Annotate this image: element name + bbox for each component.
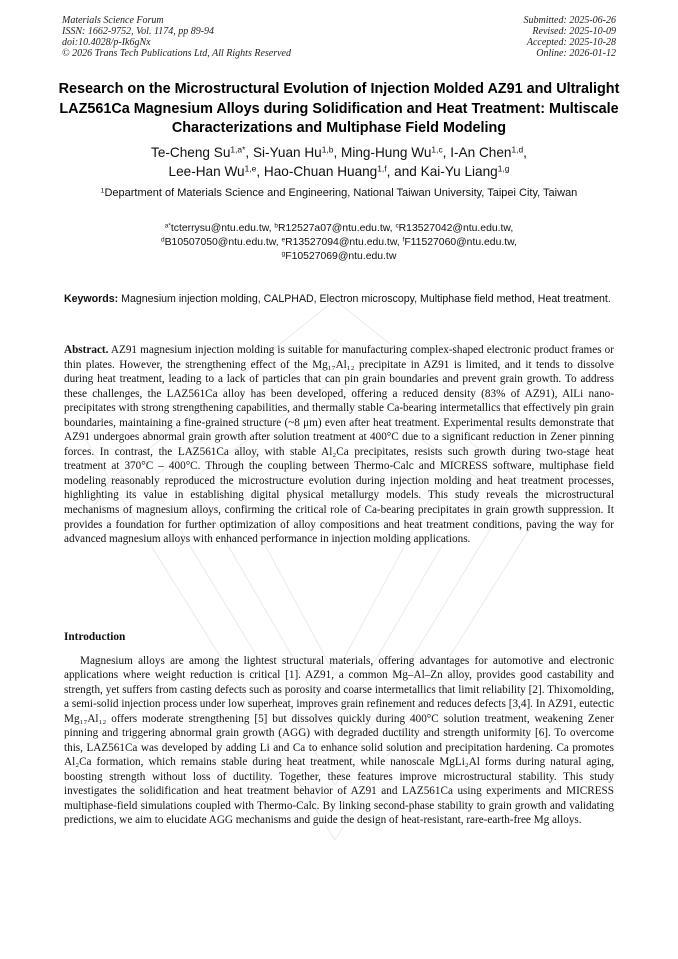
journal-info [62, 15, 291, 59]
keywords-text: Magnesium injection molding, CALPHAD, Electron microscopy, Multiphase field method, Heat treatment. [121, 293, 611, 305]
author [421, 164, 510, 179]
author-name: Ming-Hung Wu [341, 145, 432, 160]
email-marker: a* [164, 222, 171, 230]
author-email[interactable] [165, 223, 275, 234]
author-affiliation-marker: 1,f [377, 163, 387, 174]
email-marker: f [402, 236, 405, 244]
abstract-text: AZ91 magnesium injection molding is suitable for manufacturing complex-shaped electronic product frames or thin plates. However, the strengthening effect of the Mg₁₇Al₁₂ precipitate in AZ91 is limited, and it tends to dissolve during heat treatment, leading to a lack of particles that can pin grain boundaries and prevent grain growth. To address these challenges, the LAZ561Ca alloy has been developed, offering a reduced density (83% of AZ91), AlLi nano-precipitates with strong strengthening capabilities, and thermally stable Ca-bearing intermetallics that effectively pin grain boundaries, maintaining a fine-grained structure (~8 μm) even after heat treatment. Experimental results demonstrate that AZ91 undergoes abnormal grain growth after solution treatment at 400°C due to a significant reduction in Zener pinning forces. In contrast, the LAZ561Ca alloy, with stable Al₂Ca precipitates, resists such growth during two-stage heat treatment at 370°C – 400°C. Through the coupling between Thermo-Calc and MICRESS software, multiphase field modeling reasonably reproduced the microstructure evolution during injection molding and heat treatment processes, highlighting its value in establishing digital physical metallurgy models. This study reveals the microstructural mechanisms of magnesium alloys, confirming the critical role of Ca-bearing precipitates in grain growth suppression. It provides a foundation for further optimization of alloy compositions and heat treatment conditions, paving the way for advanced magnesium alloys with enhanced performance in injection molding applications. [64, 344, 614, 546]
affiliation-marker: 1 [100, 187, 105, 195]
email-separator: , [396, 237, 403, 248]
author-name: Lee-Han Wu [168, 164, 245, 179]
email-address[interactable]: tcterrysu@ntu.edu.tw [170, 223, 269, 234]
email-separator: , [389, 223, 396, 234]
author-email[interactable] [403, 237, 517, 248]
email-address[interactable]: R12527a07@ntu.edu.tw [278, 223, 390, 234]
author-name: Si-Yuan Hu [252, 145, 322, 160]
author [253, 145, 341, 160]
keywords-section [64, 293, 617, 307]
submitted-date: Submitted: 2025-06-26 [523, 15, 616, 26]
email-marker: e [281, 236, 286, 244]
author-affiliation-marker: 1,d [511, 144, 524, 155]
author [264, 164, 421, 179]
author-separator: , and [386, 164, 421, 179]
journal-name: Materials Science Forum [62, 15, 164, 26]
email-address[interactable]: B10507050@ntu.edu.tw [164, 237, 276, 248]
revised-date: Revised: 2025-10-09 [532, 26, 616, 37]
author-name: I-An Chen [450, 145, 512, 160]
copyright-notice: © 2026 Trans Tech Publications Ltd, All Rights Reserved [62, 48, 291, 59]
paper-title: Research on the Microstructural Evolution of Injection Molded AZ91 and Ultralight LAZ561Ca Magnesium Alloys during Solidification and Heat Treatment: Multiscale Characterizations and Multiphase Field Modeling [58, 81, 620, 136]
email-address[interactable]: R13527094@ntu.edu.tw [285, 237, 397, 248]
author [151, 145, 253, 160]
email-list [58, 222, 620, 264]
journal-doi: doi:10.4028/p-Ik6gNx [62, 37, 151, 48]
author-separator: , [256, 164, 264, 179]
author-affiliation-marker: 1,e [244, 163, 257, 174]
affiliation-text: Department of Materials Science and Engineering, National Taiwan University, Taipei City, Taiwan [104, 187, 578, 199]
author-affiliation-marker: 1,b [321, 144, 334, 155]
author-name: Hao-Chuan Huang [263, 164, 378, 179]
author-name: Kai-Yu Liang [420, 164, 498, 179]
email-marker: d [161, 236, 165, 244]
introduction-heading: Introduction [64, 631, 126, 643]
keywords-label: Keywords: [64, 293, 119, 305]
author-affiliation-marker: 1,g [497, 163, 510, 174]
author-list [58, 143, 620, 181]
author [450, 145, 527, 160]
author-email[interactable] [274, 223, 395, 234]
email-address[interactable]: F10527069@ntu.edu.tw [285, 251, 397, 262]
author-email[interactable] [395, 223, 513, 234]
email-separator: , [275, 237, 282, 248]
email-marker: c [395, 222, 399, 230]
author-separator: , [442, 145, 451, 160]
author-separator: , [245, 145, 253, 160]
email-separator: , [514, 237, 517, 248]
email-marker: b [274, 222, 279, 230]
author-separator: , [333, 145, 341, 160]
email-address[interactable]: F11527060@ntu.edu.tw [404, 237, 515, 248]
author-email[interactable] [282, 237, 403, 248]
author [169, 164, 264, 179]
author-name: Te-Cheng Su [151, 145, 231, 160]
journal-issn: ISSN: 1662-9752, Vol. 1174, pp 89-94 [62, 26, 215, 37]
author [341, 145, 450, 160]
accepted-date: Accepted: 2025-10-28 [526, 37, 616, 48]
author-separator: , [523, 145, 527, 160]
author-affiliation-marker: 1,a* [230, 144, 246, 155]
abstract-section [64, 343, 614, 547]
abstract-label: Abstract. [64, 344, 109, 356]
author-email[interactable] [282, 251, 397, 262]
email-marker: g [281, 250, 286, 258]
email-separator: , [268, 223, 275, 234]
author-email[interactable] [161, 237, 281, 248]
affiliation [58, 186, 620, 202]
email-separator: , [510, 223, 514, 234]
online-date: Online: 2026-01-12 [536, 48, 616, 59]
publication-dates [524, 15, 617, 59]
introduction-text: Magnesium alloys are among the lightest structural materials, offering advantages for automotive and electronic applications where weight reduction is critical [1]. AZ91, a common Mg–Al–Zn alloy, provides good castability and strength, yet suffers from casting defects such as porosity and coarse intermetallics that limit reliability [2]. Thixomolding, a semi-solid injection process under low superheat, improves grain refinement and reduces defects [3,4]. In AZ91, eutectic Mg₁₇Al₁₂ offers moderate strengthening [5] but dissolves quickly during 400°C solution treatment, weakening Zener pinning and triggering abnormal grain growth (AGG) with degraded ductility and strength uniformity [6]. To overcome this, LAZ561Ca was developed by adding Li and Ca to enhance solid solution and precipitation hardening. Ca promotes Al₂Ca formation, which remains stable during heat treatment, while nanoscale MgLi₂Al forms during natural aging, boosting strength without loss of ductility. Together, these features improve microstructural stability. This study investigates the solidification and heat treatment behavior of AZ91 and LAZ561Ca using experiments and MICRESS multiphase-field simulations coupled with Thermo-Calc. By linking second-phase stability to grain growth and validating predictions, we aim to elucidate AGG mechanisms and guide the design of heat-resistant, rare-earth-free Mg alloys. [64, 655, 614, 826]
author-affiliation-marker: 1,c [431, 144, 443, 155]
email-address[interactable]: R13527042@ntu.edu.tw [398, 223, 511, 234]
